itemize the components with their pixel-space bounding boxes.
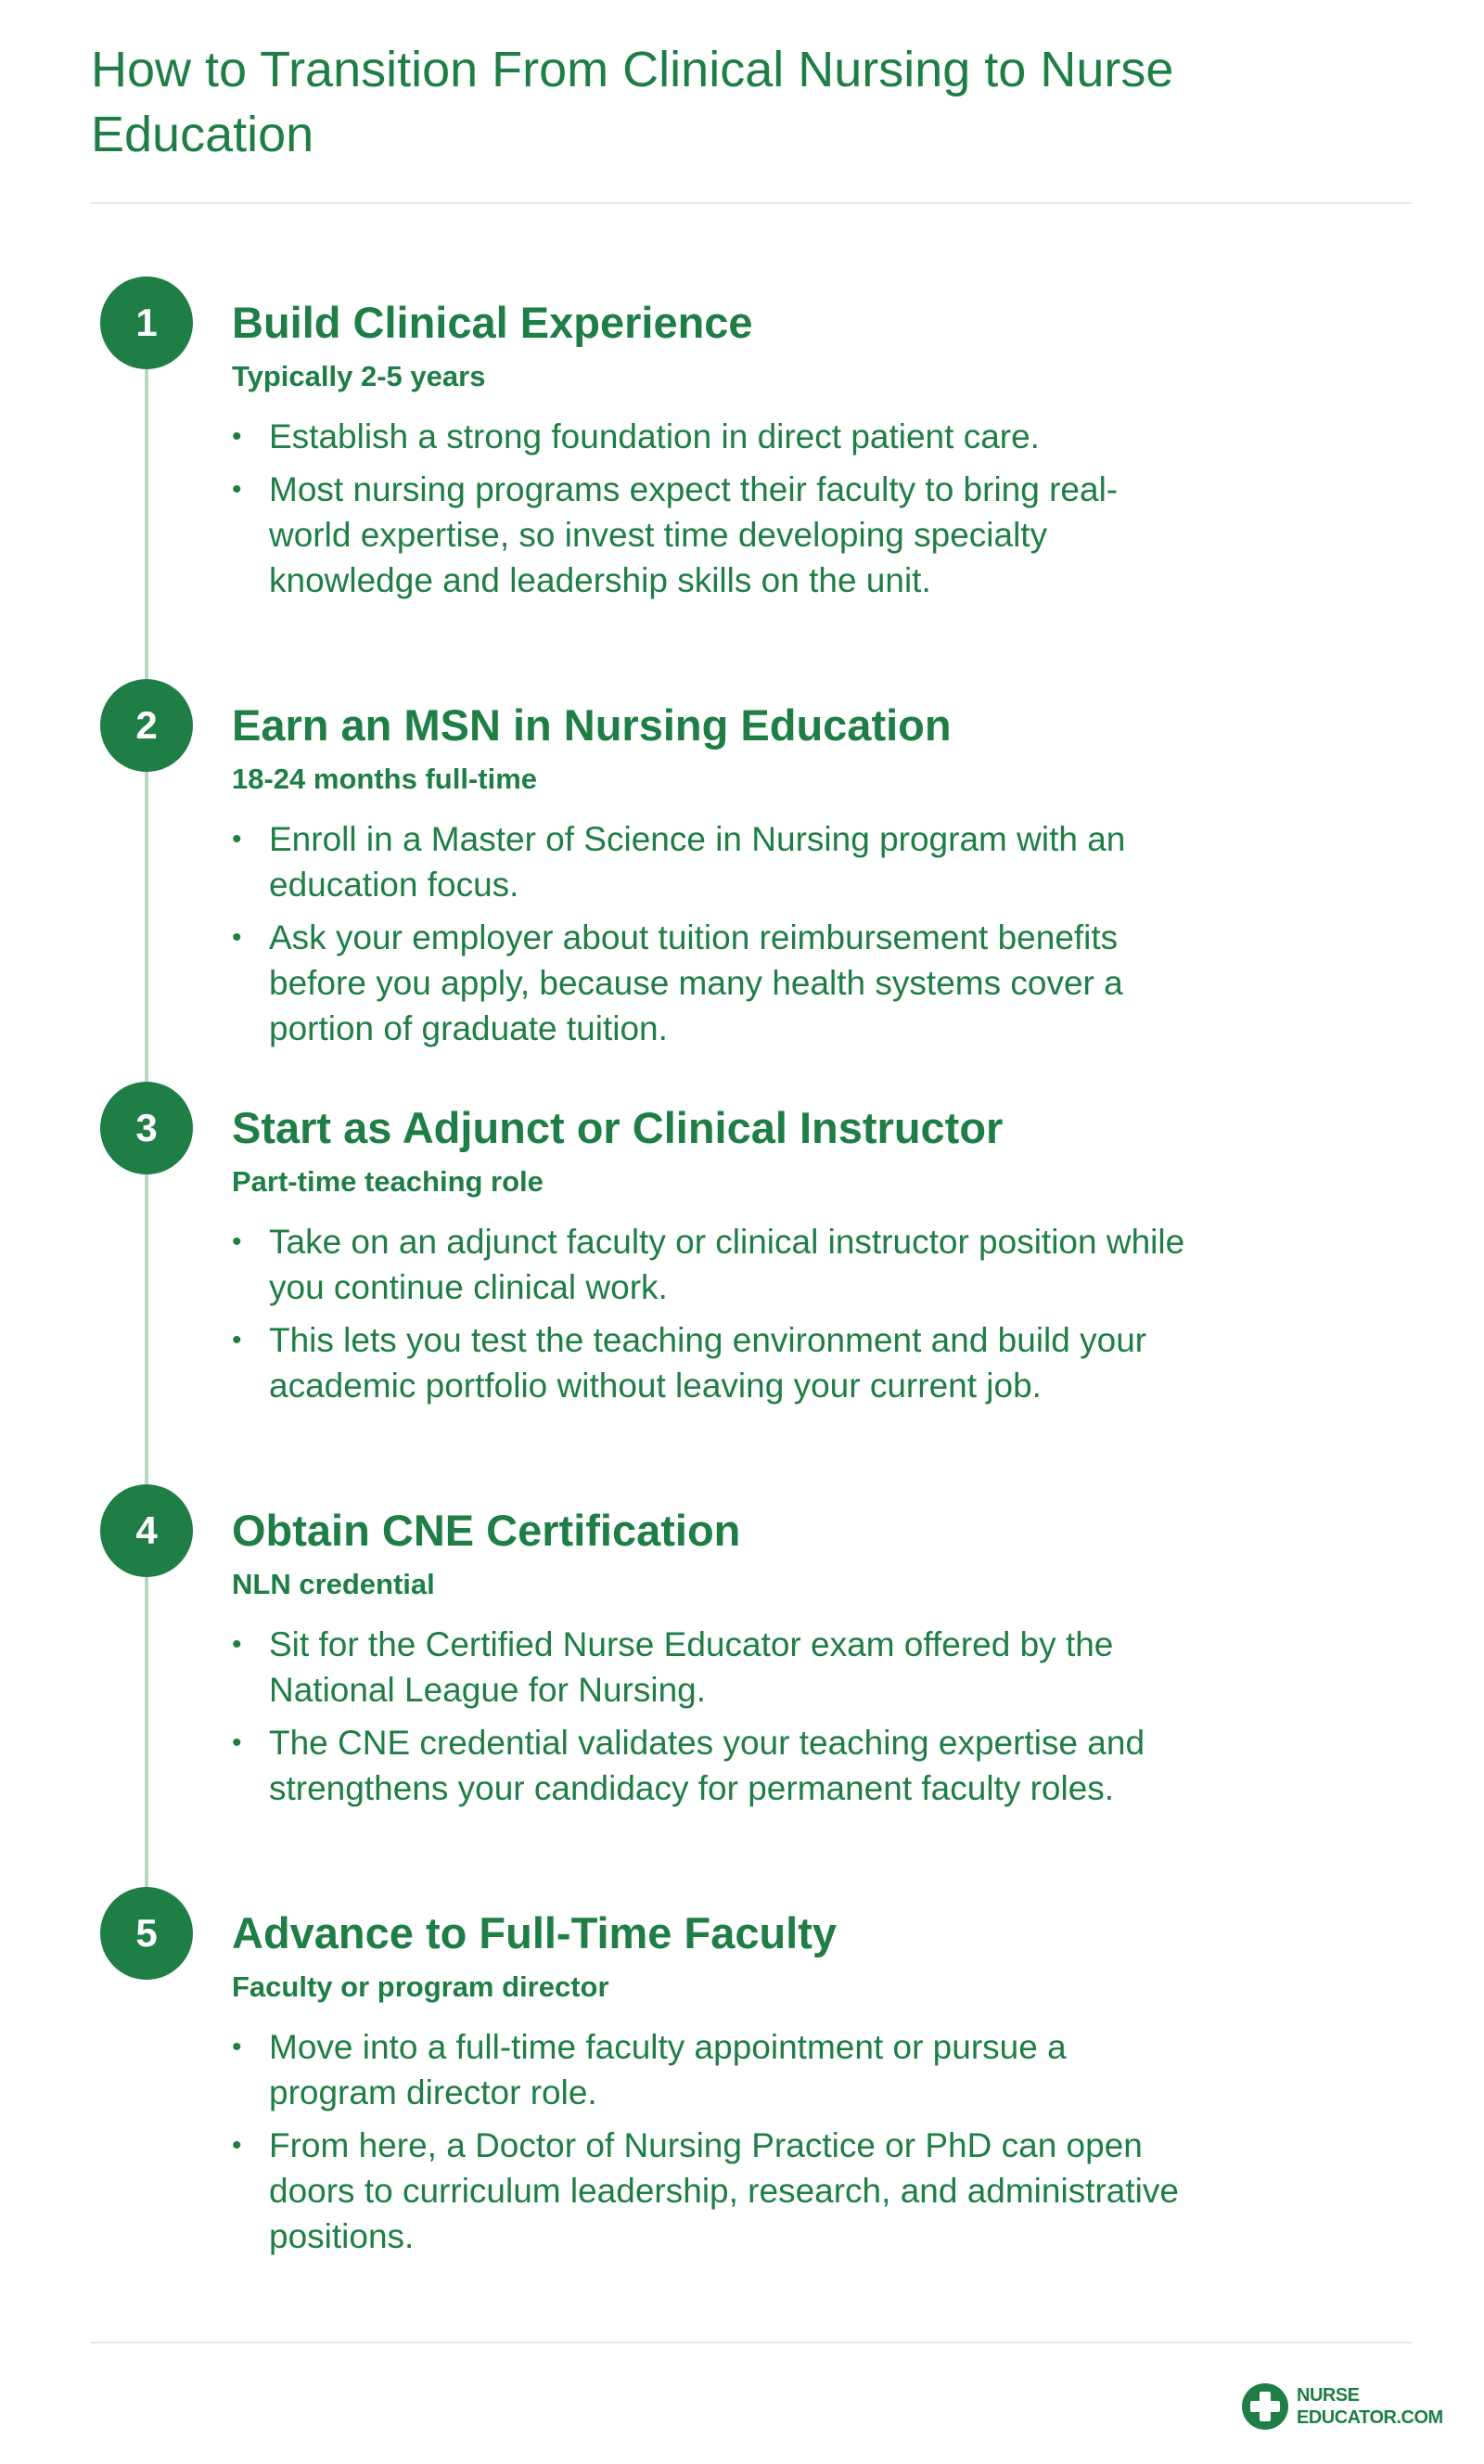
step-duration: 18-24 months full-time — [232, 763, 537, 795]
bullet-item — [232, 2123, 1196, 2259]
bullet-item — [232, 1622, 1196, 1713]
bullet-item — [232, 1317, 1196, 1408]
step-title: Start as Adjunct or Clinical Instructor — [232, 1103, 1004, 1152]
bullet-text: Establish a strong foundation in direct patient care. — [269, 417, 1040, 456]
step-number-badge: 5 — [100, 1887, 193, 1980]
step-bullet-list — [232, 1622, 1196, 1818]
bullet-item — [232, 467, 1196, 603]
bullet-text: Most nursing programs expect their faculty to bring real-world expertise, so invest time developing specialty knowledge and leadership skills on the unit. — [269, 470, 1119, 599]
step-bullet-list — [232, 2024, 1196, 2266]
step-number-badge: 1 — [100, 276, 193, 369]
step-title: Obtain CNE Certification — [232, 1506, 741, 1555]
step-bullet-list — [232, 1219, 1196, 1416]
step-duration: Part-time teaching role — [232, 1165, 544, 1198]
step-duration: NLN credential — [232, 1568, 435, 1600]
bullet-text: This lets you test the teaching environment and build your academic portfolio without leaving your current job. — [269, 1321, 1147, 1405]
step-title: Earn an MSN in Nursing Education — [232, 700, 952, 750]
bullet-dot-icon: • — [232, 421, 242, 452]
step-title: Build Clinical Experience — [232, 298, 753, 347]
bullet-item — [232, 915, 1196, 1051]
bullet-text: Ask your employer about tuition reimbursement benefits before you apply, because many health systems cover a portion of graduate tuition. — [269, 918, 1123, 1047]
bullet-dot-icon: • — [232, 1325, 242, 1355]
step-number-badge: 2 — [100, 679, 193, 772]
bullet-text: The CNE credential validates your teaching expertise and strengthens your candidacy for permanent faculty roles. — [269, 1724, 1145, 1807]
step-number-badge: 4 — [100, 1484, 193, 1577]
bullet-item — [232, 816, 1196, 907]
page-title: How to Transition From Clinical Nursing to Nurse Education — [91, 42, 1174, 162]
brand-logo — [1241, 2379, 1443, 2434]
bullet-dot-icon: • — [232, 1629, 242, 1660]
bullet-dot-icon: • — [232, 824, 242, 854]
bullet-text: Move into a full-time faculty appointment or pursue a program director role. — [269, 2028, 1067, 2111]
bullet-text: Sit for the Certified Nurse Educator exam offered by the National League for Nursing. — [269, 1625, 1114, 1709]
bullet-text: From here, a Doctor of Nursing Practice or PhD can open doors to curriculum leadership, research, and administrative positions. — [269, 2126, 1179, 2255]
step-bullet-list — [232, 816, 1196, 1059]
step-duration: Typically 2-5 years — [232, 360, 486, 392]
brand-wordmark — [1297, 2384, 1443, 2429]
brand-line-2: EDUCATOR.COM — [1297, 2407, 1443, 2428]
step-title: Advance to Full-Time Faculty — [232, 1908, 838, 1957]
step-duration: Faculty or program director — [232, 1970, 609, 2003]
bullet-dot-icon: • — [232, 2130, 242, 2161]
bottom-divider — [91, 2342, 1412, 2343]
bullet-dot-icon: • — [232, 2032, 242, 2062]
bullet-item — [232, 414, 1196, 459]
bullet-dot-icon: • — [232, 474, 242, 505]
brand-line-1: NURSE — [1297, 2385, 1360, 2406]
bullet-dot-icon: • — [232, 1727, 242, 1758]
top-divider — [91, 202, 1412, 204]
bullet-text: Enroll in a Master of Science in Nursing program with an education focus. — [269, 820, 1126, 904]
bullet-item — [232, 2024, 1196, 2115]
bullet-item — [232, 1720, 1196, 1811]
bullet-text: Take on an adjunct faculty or clinical instructor position while you continue clinical work. — [269, 1223, 1185, 1306]
step-number-badge: 3 — [100, 1082, 193, 1174]
medical-cross-icon — [1241, 2382, 1289, 2431]
bullet-item — [232, 1219, 1196, 1310]
bullet-dot-icon: • — [232, 922, 242, 953]
step-bullet-list — [232, 414, 1196, 610]
bullet-dot-icon: • — [232, 1226, 242, 1257]
